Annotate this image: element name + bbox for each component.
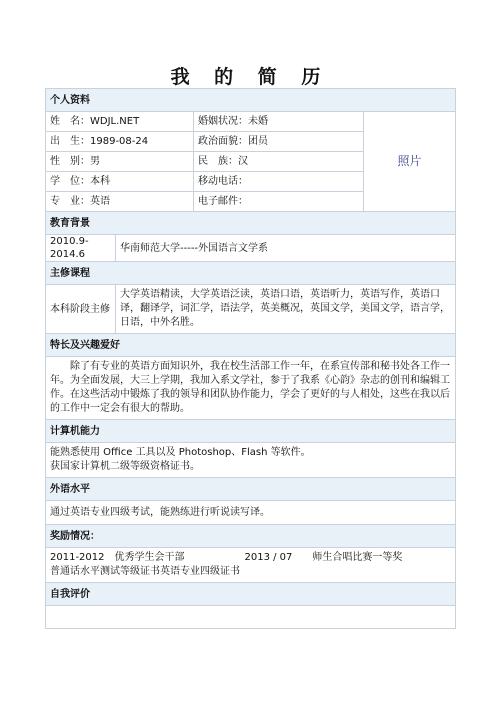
politics-label: 政治面貌： — [198, 136, 248, 147]
section-personal: 个人资料 — [46, 89, 456, 112]
marital-cell — [194, 112, 364, 132]
major-cell — [46, 192, 194, 212]
phone-label: 移动电话： — [198, 176, 248, 187]
marital-value: 未婚 — [248, 116, 268, 127]
language-text: 通过英语专业四级考试，能熟练进行听说读写译。 — [46, 501, 456, 525]
phone-cell — [194, 172, 364, 192]
gender-cell — [46, 152, 194, 172]
computer-line-1: 能熟悉使用 Office 工具以及 Photoshop、Flash 等软件。 — [50, 447, 311, 458]
section-education: 教育背景 — [46, 212, 456, 235]
degree-value: 本科 — [90, 176, 110, 187]
courses-label: 本科阶段主修 — [46, 285, 116, 334]
degree-cell — [46, 172, 194, 192]
email-label: 电子邮件： — [198, 196, 248, 207]
awards-line-2: 普通话水平测试等级证书英语专业四级证书 — [50, 566, 240, 577]
name-value: WDJL.NET — [90, 116, 140, 127]
name-label: 姓 名： — [50, 116, 90, 127]
politics-cell — [194, 132, 364, 152]
section-computer: 计算机能力 — [46, 420, 456, 443]
section-awards: 奖励情况： — [46, 525, 456, 548]
ethnic-cell — [194, 152, 364, 172]
photo-box: 照片 — [364, 112, 456, 212]
birth-cell — [46, 132, 194, 152]
awards-line-1: 2011-2012 优秀学生会干部 2013 / 07 师生合唱比赛一等奖 — [50, 552, 403, 563]
education-detail: 华南师范大学-----外国语言文学系 — [116, 235, 456, 262]
courses-detail: 大学英语精读，大学英语泛读，英语口语，英语听力，英语写作，英语口译，翻译学，词汇学，语法学，英美概况，英国文学，美国文学，语言学，日语，中外名胜。 — [116, 285, 456, 334]
section-courses: 主修课程 — [46, 262, 456, 285]
section-hobbies: 特长及兴趣爱好 — [46, 334, 456, 357]
ethnic-label: 民 族： — [198, 156, 238, 167]
computer-text — [46, 443, 456, 478]
birth-value: 1989-08-24 — [90, 136, 149, 147]
ethnic-value: 汉 — [238, 156, 248, 167]
section-self: 自我评价 — [46, 583, 456, 606]
resume-table — [45, 88, 455, 629]
gender-value: 男 — [90, 156, 100, 167]
self-evaluation-body — [46, 606, 456, 629]
degree-label: 学 位： — [50, 176, 90, 187]
page-title: 我 的 简 历 — [170, 66, 330, 88]
section-language: 外语水平 — [46, 478, 456, 501]
politics-value: 团员 — [248, 136, 268, 147]
major-label: 专 业： — [50, 196, 90, 207]
birth-label: 出 生： — [50, 136, 90, 147]
education-period: 2010.9-2014.6 — [46, 235, 116, 262]
marital-label: 婚姻状况： — [198, 116, 248, 127]
hobbies-text: 除了有专业的英语方面知识外，我在校生活部工作一年，在系宣传部和秘书处各工作一年。为全面发展，大三上学期，我加入系文学社，参于了我系《心韵》杂志的创刊和编辑工作。在这些活动中锻炼了我的领导和团队协作能力，学会了更好的与人相处，这些在我以后的工作中一定会有很大的帮助。 — [46, 357, 456, 420]
gender-label: 性 别： — [50, 156, 90, 167]
email-cell — [194, 192, 364, 212]
awards-text — [46, 548, 456, 583]
computer-line-2: 获国家计算机二级等级资格证书。 — [50, 461, 200, 472]
name-cell — [46, 112, 194, 132]
major-value: 英语 — [90, 196, 110, 207]
